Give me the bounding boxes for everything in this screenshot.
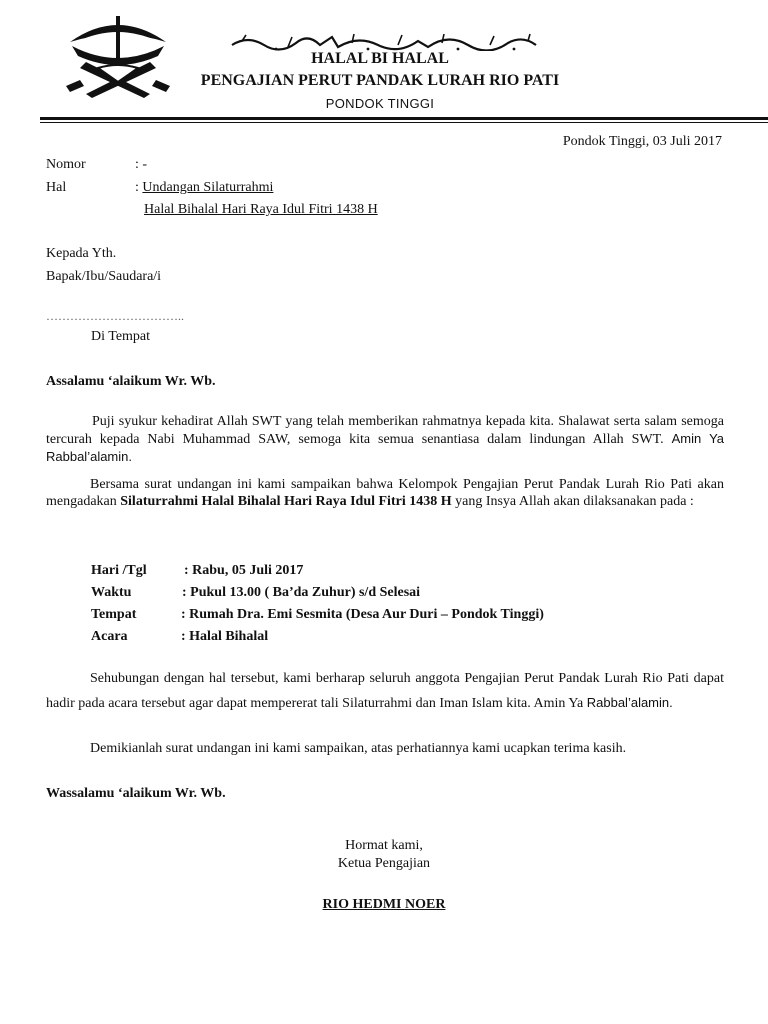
paragraph-announcement-text-b: yang Insya Allah akan dilaksanakan pada :	[451, 494, 694, 509]
event-label-date: Hari /Tgl	[91, 563, 147, 578]
event-label-program: Acara	[91, 629, 128, 644]
paragraph-opening-text: Puji syukur kehadirat Allah SWT yang telah memberikan rahmatnya kepada kita. Shalawat serta salam semoga tercurah kepada Nabi Muhammad SAW, semoga kita semua senantiasa dalam lindungan Allah SWT.	[46, 414, 724, 447]
place-date: Pondok Tinggi, 03 Juli 2017	[562, 134, 722, 149]
opening-greeting: Assalamu ‘alaikum Wr. Wb.	[46, 374, 216, 389]
letterhead-organization: PENGAJIAN PERUT PANDAK LURAH RIO PATI	[200, 72, 560, 89]
hal-subject-line1: Undangan Silaturrahmi	[142, 180, 274, 195]
header-rule-thin	[40, 122, 768, 123]
recipient-place: Di Tempat	[91, 329, 151, 344]
recipient-name: Bapak/Ibu/Saudara/i	[46, 269, 162, 284]
paragraph-announcement-event: Silaturrahmi Halal Bihalal Hari Raya Idul Fitri 1438 H	[120, 494, 452, 509]
letterhead-title: HALAL BI HALAL	[311, 50, 449, 67]
event-value-venue: : Rumah Dra. Emi Sesmita (Desa Aur Duri – Pondok Tinggi)	[181, 607, 544, 622]
event-label-venue: Tempat	[91, 607, 137, 622]
hal-value	[135, 179, 273, 197]
paragraph-closing: Demikianlah surat undangan ini kami sampaikan, atas perhatiannya kami ucapkan terima kasih.	[90, 741, 627, 756]
nomor-label: Nomor	[46, 157, 86, 172]
paragraph-announcement	[46, 476, 724, 510]
signature-regards: Hormat kami,	[345, 838, 423, 853]
header-rule-thick	[40, 117, 768, 120]
event-value-program: : Halal Bihalal	[181, 629, 269, 644]
recipient-dotted-line: ……………………………..	[46, 309, 184, 323]
paragraph-opening-amin: Amin Ya Rabbal’alamin.	[46, 431, 725, 464]
bismillah-calligraphy	[228, 31, 540, 51]
hal-colon: :	[135, 180, 143, 195]
closing-greeting: Wassalamu ‘alaikum Wr. Wb.	[46, 786, 226, 801]
letterhead-location: PONDOK TINGGI	[325, 96, 435, 111]
event-value-time: : Pukul 13.00 ( Ba’da Zuhur) s/d Selesai	[182, 585, 421, 600]
paragraph-invitation-amin: Rabbal’alamin.	[586, 695, 673, 710]
recipient-salutation: Kepada Yth.	[46, 246, 117, 261]
hal-subject-line2: Halal Bihalal Hari Raya Idul Fitri 1438 H	[144, 202, 378, 217]
event-value-date: : Rabu, 05 Juli 2017	[184, 563, 304, 578]
nomor-value: : -	[135, 157, 148, 172]
event-label-time: Waktu	[91, 585, 132, 600]
signature-position: Ketua Pengajian	[337, 856, 431, 871]
signature-name: RIO HEDMI NOER	[322, 897, 446, 912]
hal-label: Hal	[46, 180, 67, 195]
quran-stand-logo-icon	[62, 12, 174, 100]
paragraph-invitation-text: Sehubungan dengan hal tersebut, kami berharap seluruh anggota Pengajian Perut Pandak Lurah Rio Pati dapat hadir pada acara tersebut agar dapat mempererat tali Silaturrahmi dan Iman Islam kita. Amin Ya	[46, 671, 724, 711]
paragraph-opening	[46, 413, 724, 466]
paragraph-announcement-text-a: Bersama surat undangan ini kami sampaikan bahwa Kelompok Pengajian Perut Pandak Lurah Rio Pati akan mengadakan	[46, 477, 724, 509]
paragraph-invitation	[46, 667, 724, 716]
